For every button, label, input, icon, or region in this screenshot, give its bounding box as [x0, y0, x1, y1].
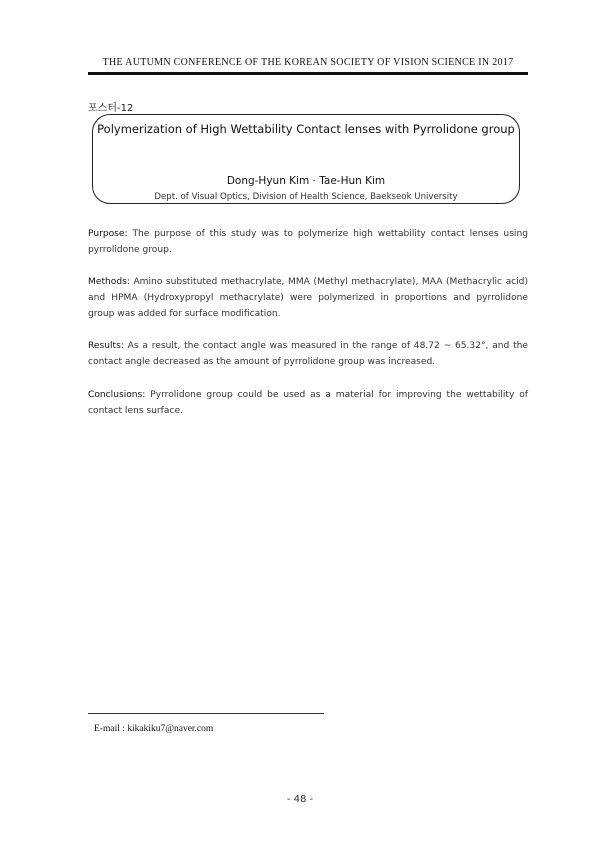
purpose-text: The purpose of this study was to polymerize high wettability contact lenses using pyrrolidone group. [88, 229, 528, 255]
conclusions-text: Pyrrolidone group could be used as a material for improving the wettability of contact lens surface. [88, 390, 528, 416]
footnote-email: E-mail : kikakiku7@naver.com [94, 724, 214, 734]
methods-label: Methods: [88, 277, 130, 287]
affiliation: Dept. of Visual Optics, Division of Health Science, Baekseok University [154, 192, 458, 202]
conclusions-label: Conclusions: [88, 390, 146, 400]
results-section [88, 338, 528, 370]
conclusions-section [88, 387, 528, 419]
results-label: Results: [88, 341, 124, 351]
poster-label: 포스터-12 [88, 103, 134, 114]
title-box [92, 114, 520, 204]
paper-title: Polymerization of High Wettability Contact lenses with Pyrrolidone group [97, 122, 515, 136]
methods-section [88, 274, 528, 322]
authors: Dong-Hyun Kim · Tae-Hun Kim [226, 175, 386, 187]
page-number: - 48 - [286, 794, 314, 805]
purpose-label: Purpose: [88, 229, 128, 239]
results-text: As a result, the contact angle was measured in the range of 48.72 ~ 65.32°, and the contact angle decreased as the amount of pyrrolidone group was increased. [88, 341, 528, 367]
running-head: THE AUTUMN CONFERENCE OF THE KOREAN SOCIETY OF VISION SCIENCE IN 2017 [102, 57, 514, 68]
purpose-section [88, 226, 528, 258]
methods-text: Amino substituted methacrylate, MMA (Methyl methacrylate), MAA (Methacrylic acid) and HPMA (Hydroxypropyl methacrylate) were polymerized in proportions and pyrrolidone group was added for surface modification. [88, 277, 528, 319]
header-rule [88, 72, 528, 75]
footnote-rule [88, 713, 324, 714]
